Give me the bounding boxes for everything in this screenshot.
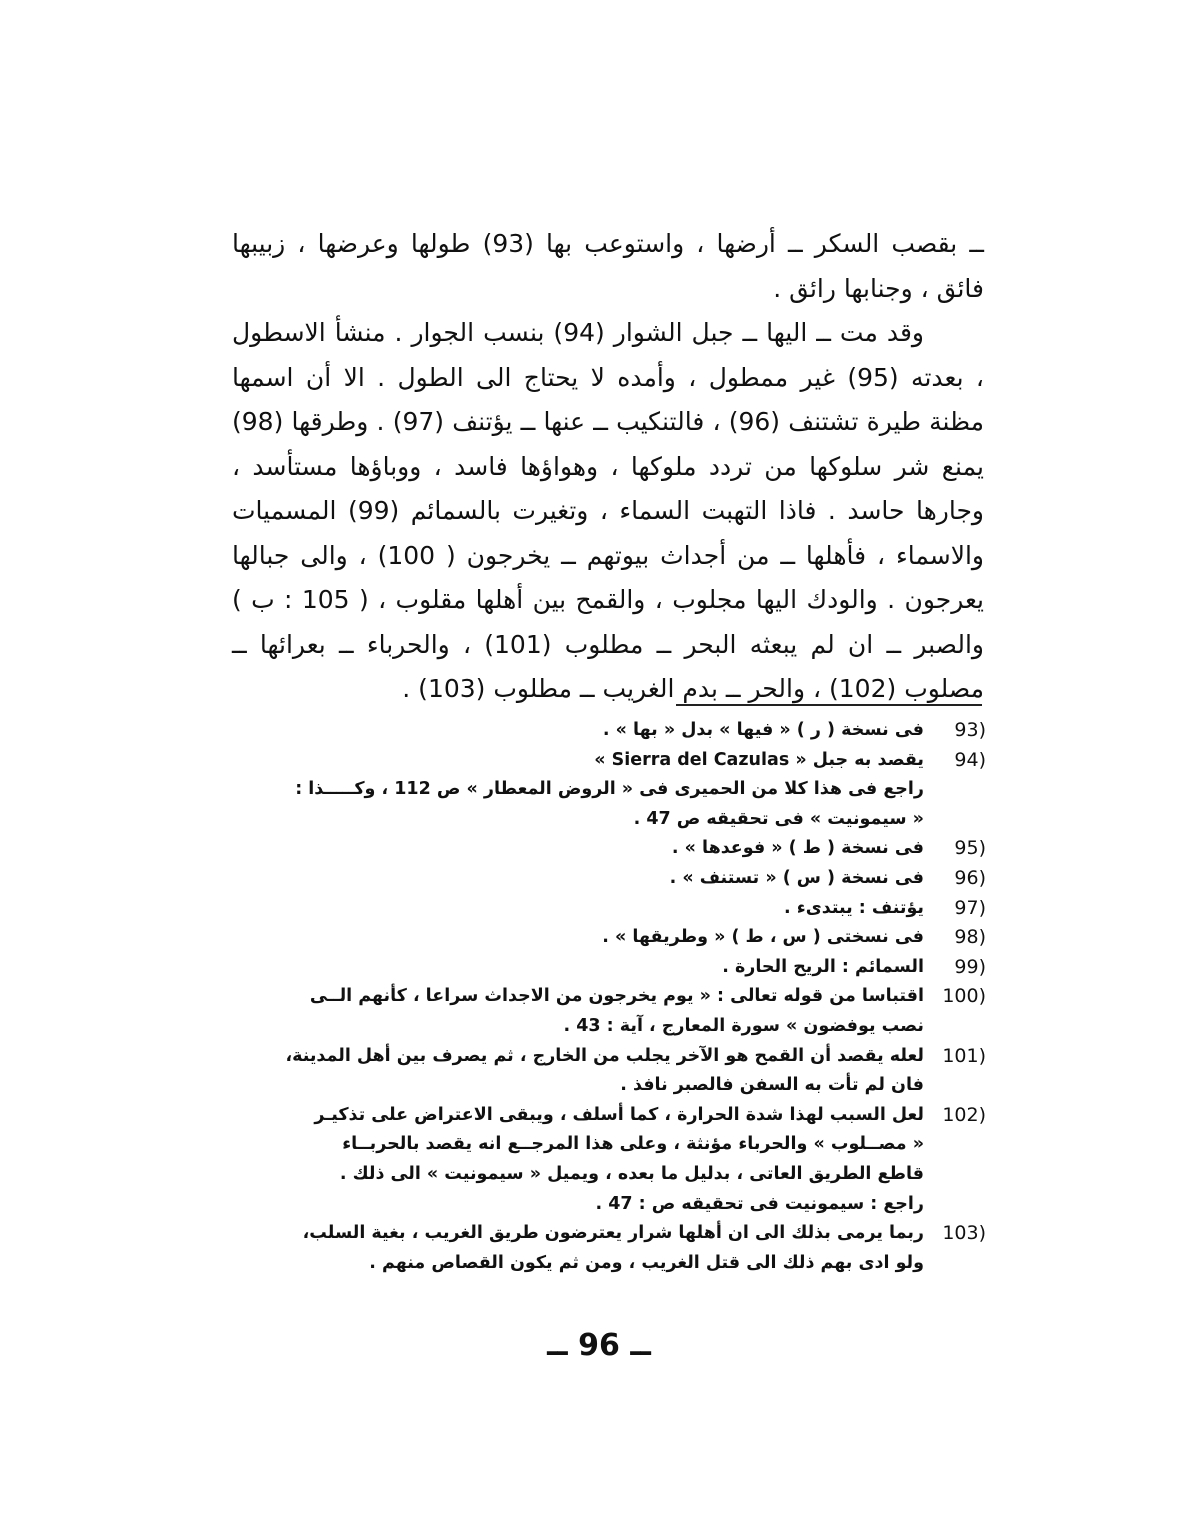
footnote-line: نصب يوفضون » سورة المعارج ، آية : 43 . [563, 1015, 924, 1036]
footnote-number: 93) [954, 719, 986, 741]
footnote-line: فى نسختى ( س ، ط ) « وطريقها » . [602, 927, 924, 948]
footnotes [226, 716, 986, 1278]
footnote-number: 95) [954, 837, 986, 860]
footnote-number: 102) [942, 1103, 986, 1126]
footnote-separator [676, 704, 982, 706]
footnote-94 [226, 746, 986, 835]
footnote-100 [226, 982, 986, 1041]
footnote-96 [226, 864, 986, 894]
footnote-line: فان لم تأت به السفن فالصبر نافذ . [620, 1075, 924, 1096]
footnote-line: السمائم : الريح الحارة . [722, 956, 924, 977]
footnote-line: يؤتنف : يبتدىء . [784, 897, 924, 918]
footnote-97 [226, 894, 986, 924]
footnote-95 [226, 834, 986, 864]
footnote-line: اقتباسا من قوله تعالى : « يوم يخرجون من الاجداث سراعا ، كأنهم الــى [309, 986, 924, 1007]
footnote-line: « مصــلوب » والحرباء مؤنثة ، وعلى هذا المرجــع انه يقصد بالحربــاء [342, 1134, 924, 1155]
footnote-number: 103) [942, 1222, 986, 1245]
main-text [232, 222, 984, 712]
footnote-line: ولو ادى بهم ذلك الى قتل الغريب ، ومن ثم يكون القصاص منهم . [369, 1252, 924, 1273]
footnote-93 [226, 716, 986, 746]
footnote-line: فى نسخة ( ر ) « فيها » بدل « بها » . [602, 720, 924, 740]
footnote-line: لعله يقصد أن القمح هو الآخر يجلب من الخارج ، ثم يصرف بين أهل المدينة، [285, 1045, 924, 1066]
paragraph-1: ــ بقصب السكر ــ أرضها ، واستوعب بها (93) طولها وعرضها ، زبيبها فائق ، وجنابها رائق . [232, 229, 985, 303]
footnote-line: راجع : سيمونيت فى تحقيقه ص : 47 . [595, 1193, 924, 1214]
footnote-number: 94) [954, 748, 986, 771]
footnote-line: فى نسخة ( ط ) « فوعدها » . [671, 838, 924, 859]
footnote-number: 100) [942, 985, 986, 1008]
footnote-98 [226, 923, 986, 953]
footnote-line: « سيمونيت » فى تحقيقه ص 47 . [633, 808, 924, 829]
footnote-number: 98) [954, 926, 986, 949]
footnote-line: راجع فى هذا كلا من الحميرى فى « الروض المعطار » ص 112 ، وكـــــذا : [295, 779, 924, 800]
footnote-number: 96) [954, 866, 986, 889]
footnote-number: 97) [954, 896, 986, 919]
footnote-102 [226, 1101, 986, 1219]
footnote-line: ربما يرمى بذلك الى ان أهلها شرار يعترضون طريق الغريب ، بغية السلب، [302, 1223, 924, 1244]
footnote-101 [226, 1042, 986, 1101]
footnote-line: قاطع الطريق العاتى ، بدليل ما بعده ، ويميل « سيمونيت » الى ذلك . [339, 1163, 924, 1184]
footnote-number: 101) [942, 1044, 986, 1067]
footnote-line: فى نسخة ( س ) « تستنف » . [669, 867, 924, 888]
footnote-number: 99) [954, 955, 986, 978]
footnote-103 [226, 1219, 986, 1278]
paragraph-2: وقد مت ــ اليها ــ جبل الشوار (94) بنسب الجوار . منشأ الاسطول ، بعدته (95) غير ممطول ، وأمده لا يحتاج الى الطول . الا أن اسمها مظنة طيرة تشتنف (96) ، فالتنكيب ــ عنها ــ يؤتنف (97) . وطرقها (98) يمنع شر سلوكها من تردد ملوكها ، وهواؤها فاسد ، ووباؤها مستأسد ، وجارها حاسد . فاذا التهبت السماء ، وتغيرت بالسمائم (99) المسميات والاسماء ، فأهلها ــ من أجداث بيوتهم ــ يخرجون ( 100) ، والى جبالها يعرجون . والودك اليها مجلوب ، والقمح بين أهلها مقلوب ، ( 105 : ب ) والصبر ــ ان لم يبعثه البحر ــ مطلوب (101) ، والحرباء ــ بعرائها ــ مصلوب (102) ، والحر ــ بدم الغريب ــ مطلوب (103) . [232, 318, 985, 703]
footnote-99 [226, 953, 986, 983]
footnote-line: يقصد به جبل « Sierra del Cazulas » [594, 749, 924, 770]
footnote-line: لعل السبب لهذا شدة الحرارة ، كما أسلف ، ويبقى الاعتراض على تذكيـر [314, 1104, 924, 1125]
page-number: ــ 96 ــ [547, 1328, 651, 1363]
